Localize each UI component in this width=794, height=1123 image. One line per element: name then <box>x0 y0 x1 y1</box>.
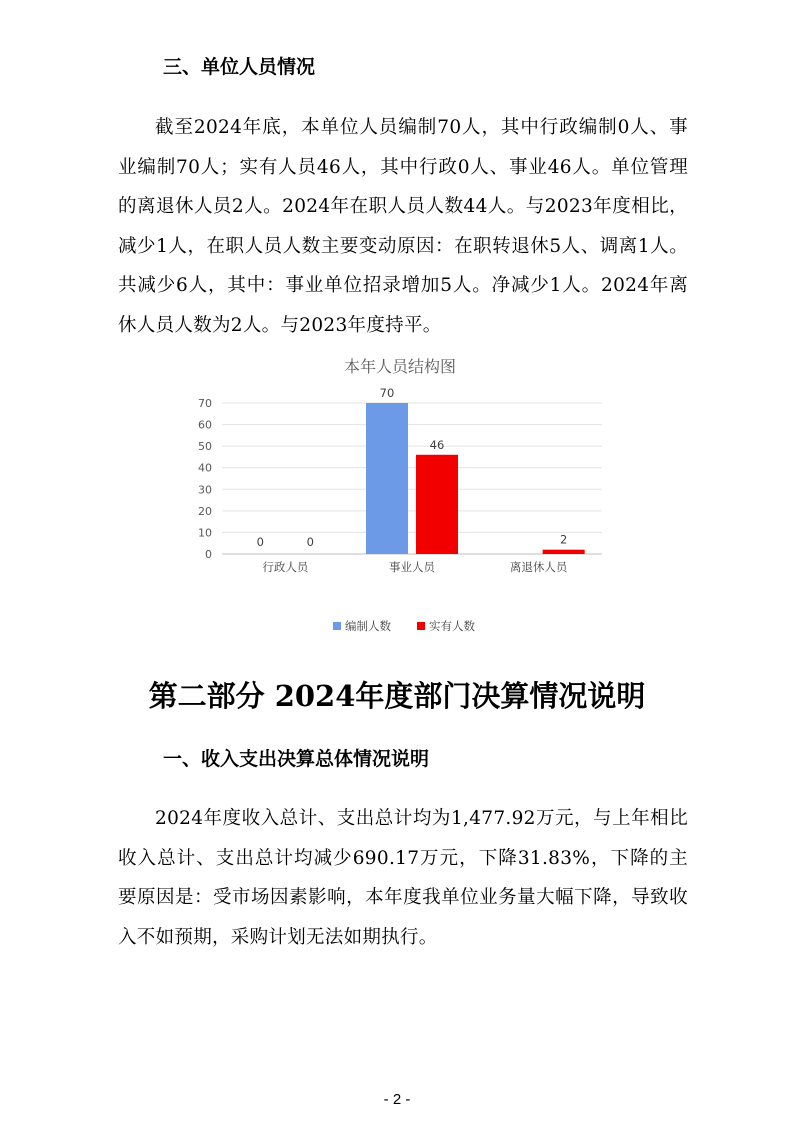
x-category-label: 事业人员 <box>389 560 435 574</box>
y-tick-label: 10 <box>198 526 212 540</box>
page-number: - 2 - <box>383 1091 411 1108</box>
chart-title: 本年人员结构图 <box>343 357 457 376</box>
income-expense-paragraph: 2024年度收入总计、支出总计均为1,477.92万元，与上年相比收入总计、支出总计均减少690.17万元，下降31.83%，下降的主要原因是：受市场因素影响，本年度我单位业务量大幅下降，导致收入不如预期，采购计划无法如期执行。 <box>118 808 688 948</box>
y-tick-label: 0 <box>205 548 212 561</box>
x-category-label: 离退休人员 <box>509 560 568 574</box>
y-tick-label: 60 <box>198 418 212 432</box>
legend-label: 编制人数 <box>345 619 391 633</box>
data-label: 70 <box>379 386 395 400</box>
legend-swatch <box>417 622 425 630</box>
part-two-title: 第二部分 2024年度部门决算情况说明 <box>148 679 646 713</box>
bar-authorized <box>366 403 408 554</box>
x-category-label: 行政人员 <box>262 560 309 574</box>
y-tick-label: 70 <box>198 397 212 410</box>
bar-actual <box>543 550 585 554</box>
data-label: 0 <box>256 535 264 549</box>
y-tick-label: 30 <box>198 483 212 497</box>
personnel-structure-chart <box>180 352 620 642</box>
y-tick-label: 20 <box>198 504 212 518</box>
data-label: 46 <box>429 437 445 452</box>
legend-swatch <box>333 622 341 630</box>
section-heading-personnel: 三、单位人员情况 <box>163 56 316 78</box>
legend-label: 实有人数 <box>429 619 475 633</box>
bar-actual <box>416 455 458 554</box>
y-tick-label: 50 <box>198 440 212 454</box>
y-tick-label: 40 <box>198 461 212 475</box>
data-label: 2 <box>560 532 568 547</box>
personnel-paragraph: 截至2024年底，本单位人员编制70人，其中行政编制0人、事业编制70人；实有人员46人，其中行政0人、事业46人。单位管理的离退休人员2人。2024年在职人员人数44人。与2023年度相比，减少1人，在职人员人数主要变动原因：在职转退休5人、调离1人。共减少6人，其中：事业单位招录增加5人。净减少1人。2024年离休人员人数为2人。与2023年度持平。 <box>118 117 688 336</box>
data-label: 0 <box>306 535 314 549</box>
section-heading-income-expense: 一、收入支出决算总体情况说明 <box>163 748 430 770</box>
